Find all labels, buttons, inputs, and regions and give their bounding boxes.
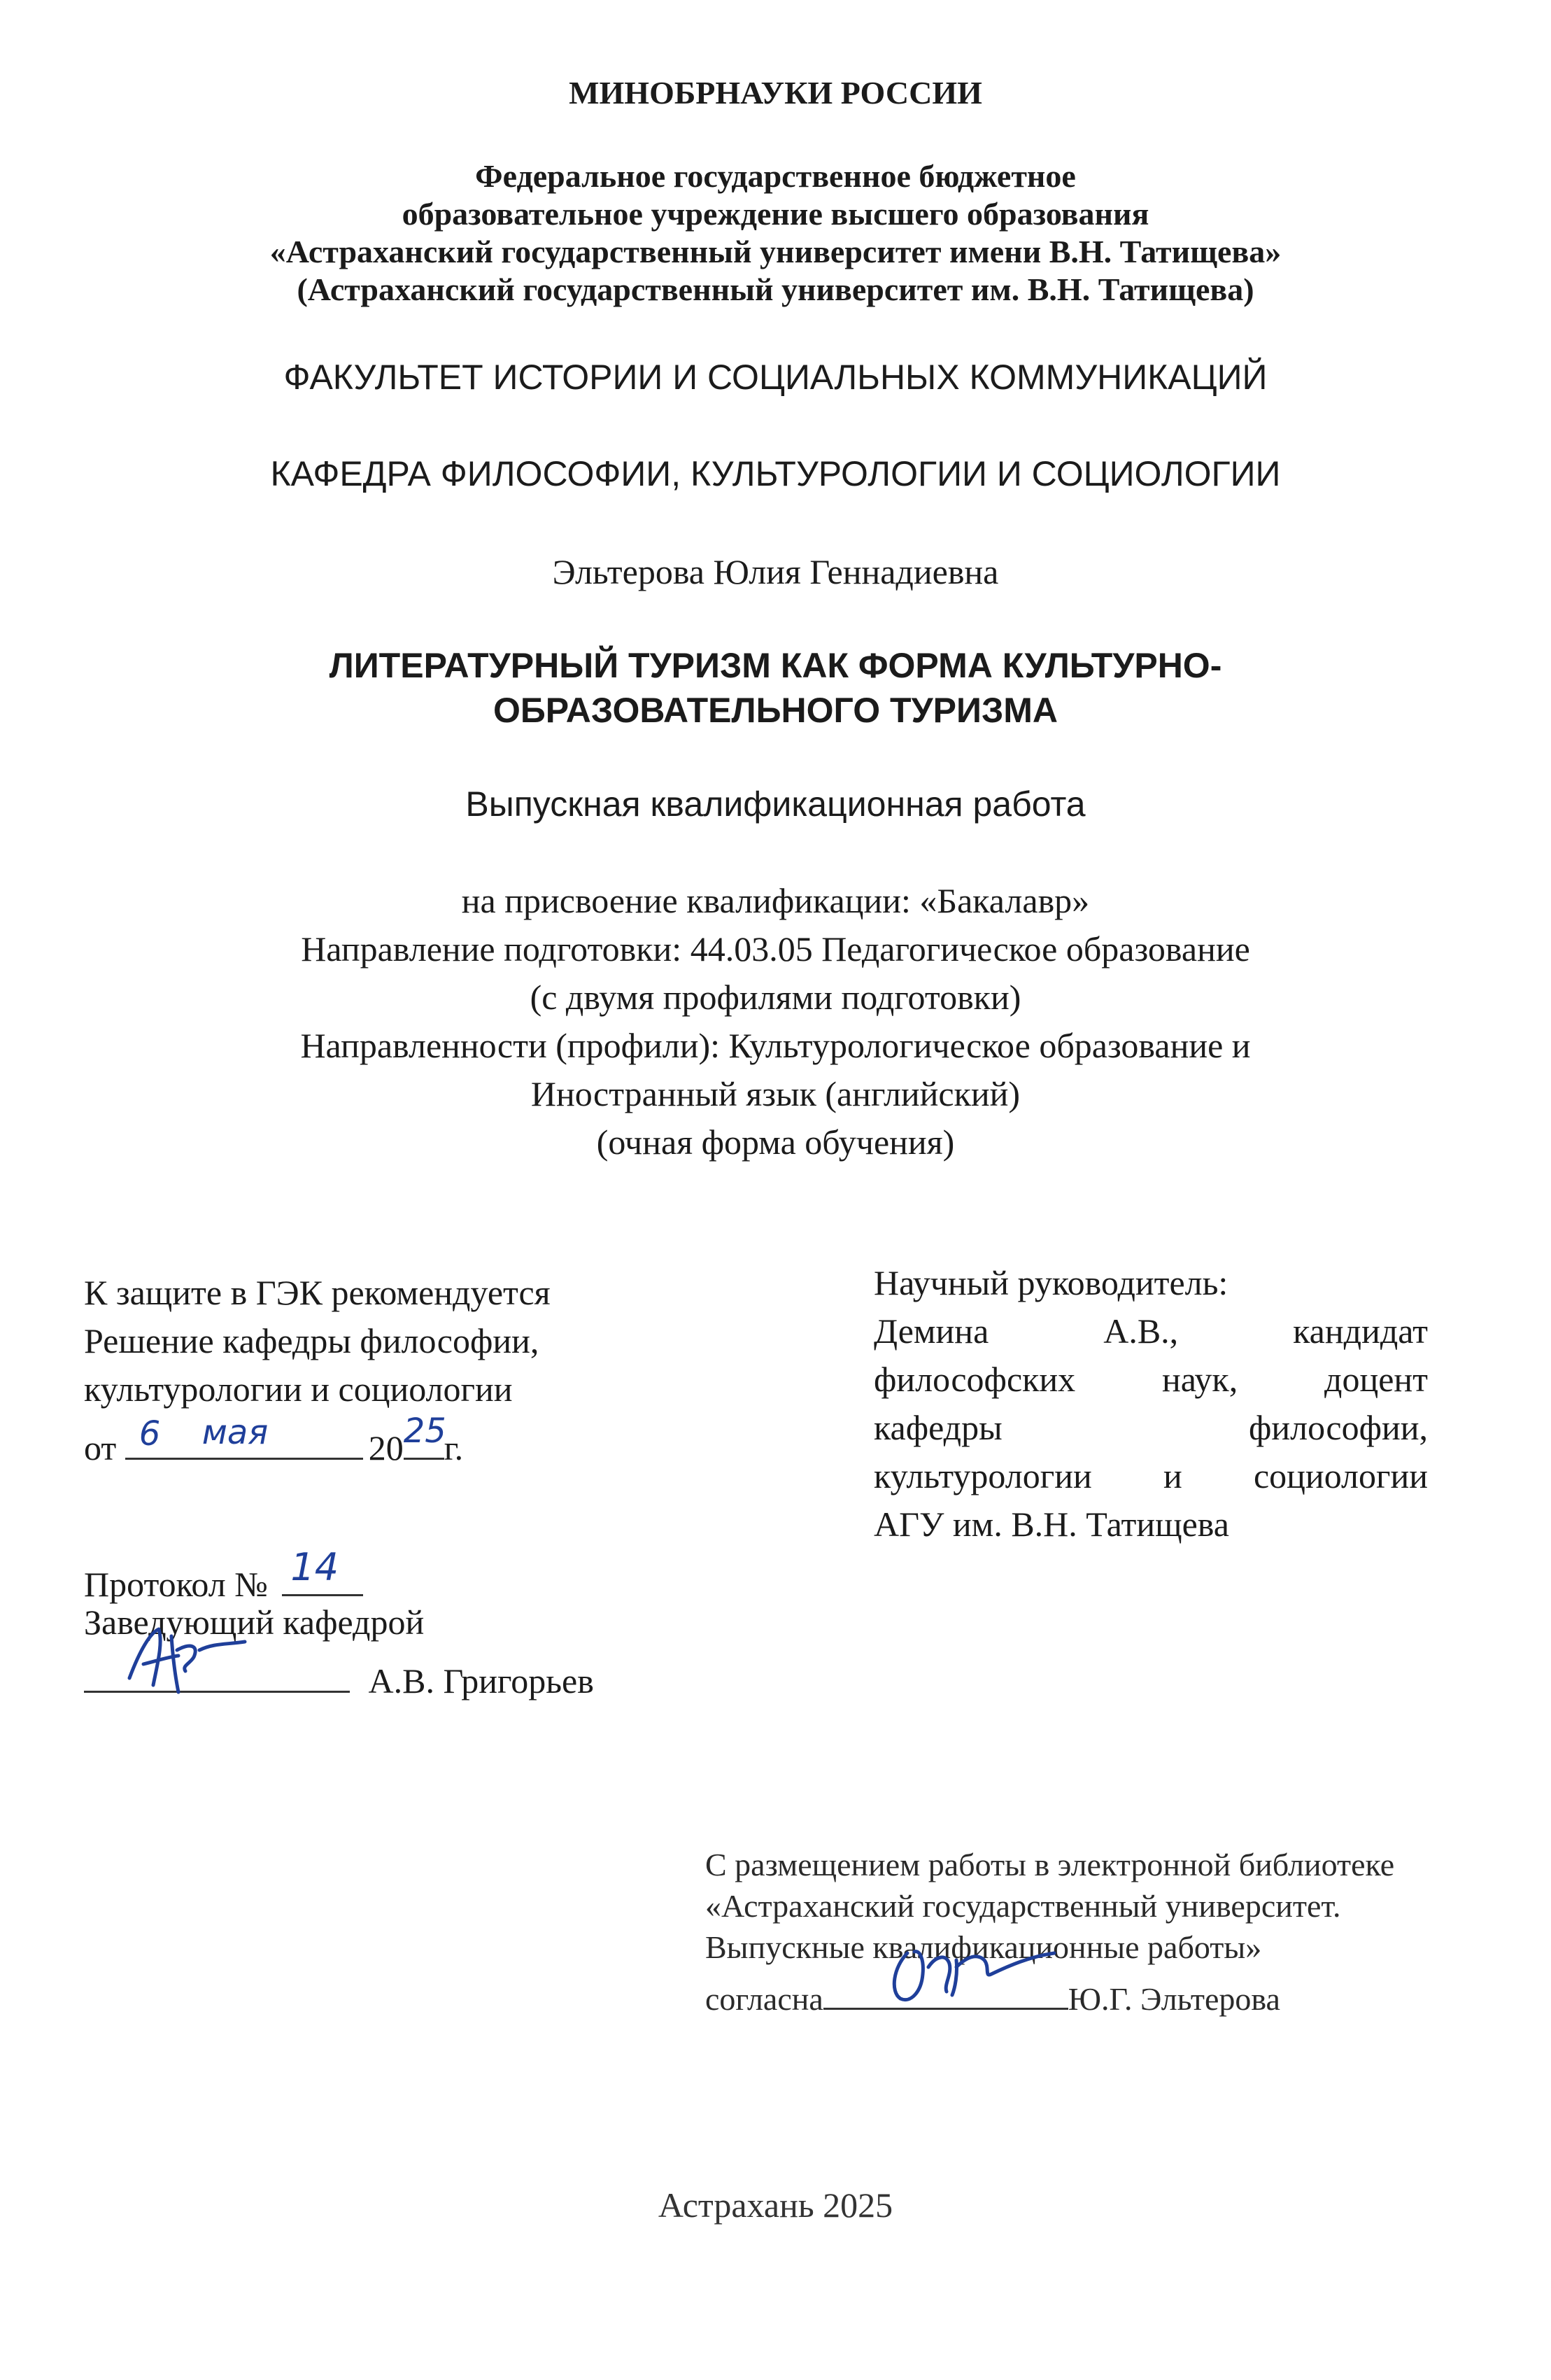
year-field xyxy=(403,1411,446,1460)
supervisor-word: доцент xyxy=(1324,1360,1429,1399)
supervisor-word: наук, xyxy=(1162,1360,1238,1399)
qualification-line-2: Направление подготовки: 44.03.05 Педагогическое образование xyxy=(301,929,1250,969)
head-signature xyxy=(122,1622,255,1699)
decision-date xyxy=(84,1411,464,1468)
supervisor-line-5: АГУ им. В.Н. Татищева xyxy=(874,1505,1229,1544)
head-of-department-label: Заведующий кафедрой xyxy=(84,1603,425,1642)
org-line-4: (Астраханский государственный университет им. В.Н. Татищева) xyxy=(297,272,1254,307)
thesis-title-line-1: ЛИТЕРАТУРНЫЙ ТУРИЗМ КАК ФОРМА КУЛЬТУРНО- xyxy=(329,646,1222,685)
student-name: Ю.Г. Эльтерова xyxy=(1068,1981,1280,2017)
date-day-month-field xyxy=(125,1413,363,1460)
supervisor-word: кандидат xyxy=(1293,1311,1429,1351)
author-name: Эльтерова Юлия Геннадиевна xyxy=(552,552,999,591)
supervisor-line-1 xyxy=(874,1311,1428,1351)
supervisor-label: Научный руководитель: xyxy=(874,1263,1228,1302)
date-prefix: от xyxy=(84,1428,117,1467)
supervisor-word: Демина xyxy=(874,1311,989,1351)
supervisor-word: культурологии xyxy=(874,1456,1092,1495)
qualification-line-4: Направленности (профили): Культурологическое образование и xyxy=(300,1026,1251,1065)
department-heading: КАФЕДРА ФИЛОСОФИИ, КУЛЬТУРОЛОГИИ И СОЦИОЛОГИИ xyxy=(270,454,1281,493)
qualification-line-5: Иностранный язык (английский) xyxy=(530,1074,1021,1113)
student-signature xyxy=(879,1925,1061,2016)
consent-signature-line xyxy=(705,1970,1280,2018)
library-consent-line-2: «Астраханский государственный университет. xyxy=(705,1888,1341,1924)
head-signature-field xyxy=(84,1650,350,1693)
protocol-label: Протокол № xyxy=(84,1565,268,1604)
library-consent-line-3: Выпускные квалификационные работы» xyxy=(705,1929,1262,1965)
handwritten-month: мая xyxy=(201,1413,269,1452)
org-line-2: образовательное учреждение высшего образования xyxy=(402,196,1149,232)
recommendation-line-2: Решение кафедры философии, xyxy=(84,1321,539,1360)
qualification-line-6: (очная форма обучения) xyxy=(596,1122,955,1162)
supervisor-word: и xyxy=(1163,1456,1182,1495)
qualification-line-3: (с двумя профилями подготовки) xyxy=(530,978,1021,1017)
handwritten-day: 6 xyxy=(139,1414,161,1453)
org-line-3: «Астраханский государственный университет имени В.Н. Татищева» xyxy=(269,234,1282,269)
ministry-heading: МИНОБРНАУКИ РОССИИ xyxy=(569,75,982,111)
supervisor-word: А.В., xyxy=(1103,1311,1179,1351)
work-type: Выпускная квалификационная работа xyxy=(465,784,1086,824)
handwritten-protocol-number: 14 xyxy=(290,1545,339,1589)
supervisor-line-3 xyxy=(874,1407,1428,1448)
supervisor-line-2 xyxy=(874,1359,1428,1400)
head-signature-line xyxy=(84,1650,594,1701)
recommendation-line-1: К защите в ГЭК рекомендуется xyxy=(84,1273,551,1312)
consent-word: согласна xyxy=(705,1981,823,2017)
year-end: г. xyxy=(444,1428,464,1467)
org-line-1: Федеральное государственное бюджетное xyxy=(475,158,1076,194)
recommendation-line-3: культурологии и социологии xyxy=(84,1369,513,1409)
city-year: Астрахань 2025 xyxy=(658,2185,893,2225)
faculty-heading: ФАКУЛЬТЕТ ИСТОРИИ И СОЦИАЛЬНЫХ КОММУНИКАЦИЙ xyxy=(283,358,1268,397)
supervisor-word: социологии xyxy=(1253,1456,1429,1495)
handwritten-year: 25 xyxy=(403,1411,446,1451)
supervisor-word: философских xyxy=(874,1360,1076,1399)
supervisor-line-4 xyxy=(874,1456,1428,1496)
supervisor-word: кафедры xyxy=(874,1408,1003,1447)
thesis-title-line-2: ОБРАЗОВАТЕЛЬНОГО ТУРИЗМА xyxy=(493,691,1058,730)
protocol-number-field xyxy=(282,1545,363,1596)
protocol-line xyxy=(84,1545,363,1605)
supervisor-word: философии, xyxy=(1249,1408,1428,1447)
year-prefix: 20 xyxy=(368,1428,404,1467)
student-signature-field xyxy=(823,1970,1068,2010)
head-name: А.В. Григорьев xyxy=(368,1661,594,1700)
library-consent-line-1: С размещением работы в электронной библиотеке xyxy=(705,1847,1395,1882)
qualification-line-1: на присвоение квалификации: «Бакалавр» xyxy=(461,881,1090,920)
